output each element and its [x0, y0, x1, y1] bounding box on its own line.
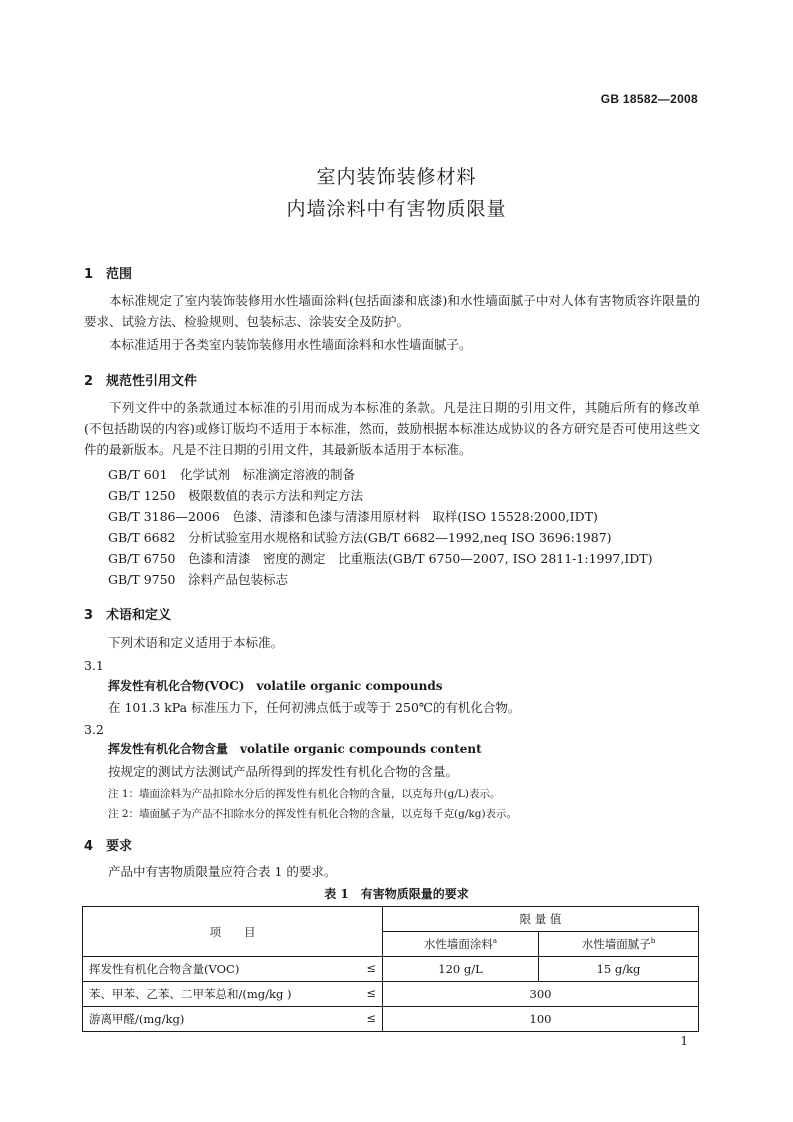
- section-2-paragraph-1: 下列文件中的条款通过本标准的引用而成为本标准的条款。凡是注日期的引用文件，其随后所有的修改单(不包括勘误的内容)或修订版均不适用于本标准，然而，鼓励根据本标准达成协议的各方研究是否可使用这些文件的最新版本。凡是不注日期的引用文件，其最新版本适用于本标准。: [84, 400, 700, 457]
- row-item-text: 游离甲醛/(mg/kg): [89, 1012, 185, 1026]
- footnote-mark: a: [492, 937, 498, 946]
- section-2-heading: 2 规范性引用文件: [84, 374, 198, 389]
- row-value: 100: [383, 1007, 699, 1032]
- col-header-putty: [539, 932, 699, 957]
- term-3-2-number: 3.2: [84, 722, 104, 737]
- limit-header: 限 量 值: [383, 907, 699, 932]
- page-title-line2: 内墙涂料中有害物质限量: [286, 198, 507, 220]
- row-value: 15 g/kg: [539, 957, 699, 982]
- reference-item: GB/T 6750 色漆和清漆 密度的测定 比重瓶法(GB/T 6750—2007, ISO 2811-1:1997,IDT): [108, 551, 653, 566]
- reference-item: GB/T 6682 分析试验室用水规格和试验方法(GB/T 6682—1992,neq ISO 3696:1987): [108, 530, 612, 545]
- row-item: [83, 1007, 383, 1032]
- page-title-line1: 室内装饰装修材料: [316, 166, 477, 188]
- lte-symbol: ≤: [366, 986, 376, 1000]
- table-row: [83, 982, 699, 1007]
- limits-table: [82, 906, 699, 1032]
- row-item: [83, 982, 383, 1007]
- term-3-2-title: 挥发性有机化合物含量 volatile organic compounds content: [108, 742, 482, 756]
- standard-number: GB 18582—2008: [600, 92, 698, 106]
- col-header-coating-text: 水性墙面涂料: [423, 937, 493, 951]
- section-4-heading: 4 要求: [84, 839, 133, 854]
- col-header-coating: [383, 932, 539, 957]
- reference-item: GB/T 3186—2006 色漆、清漆和色漆与清漆用原材料 取样(ISO 15528:2000,IDT): [108, 509, 598, 524]
- table-row: [83, 1007, 699, 1032]
- note-1: 注 1：墙面涂料为产品扣除水分后的挥发性有机化合物的含量，以克每升(g/L)表示。: [108, 788, 501, 800]
- section-1-heading: 1 范围: [84, 267, 133, 282]
- note-2: 注 2：墙面腻子为产品不扣除水分的挥发性有机化合物的含量，以克每千克(g/kg)表示。: [108, 808, 518, 820]
- footnote-mark: b: [650, 937, 656, 946]
- row-value: 300: [383, 982, 699, 1007]
- col-header-putty-text: 水性墙面腻子: [581, 937, 651, 951]
- table-row: [83, 957, 699, 982]
- lte-symbol: ≤: [366, 961, 376, 975]
- page-number: 1: [680, 1034, 688, 1048]
- item-header: 项 目: [83, 907, 383, 957]
- reference-item: GB/T 601 化学试剂 标准滴定溶液的制备: [108, 467, 356, 482]
- term-3-1-number: 3.1: [84, 658, 104, 673]
- lte-symbol: ≤: [366, 1011, 376, 1025]
- term-3-1-title: 挥发性有机化合物(VOC) volatile organic compounds: [108, 679, 443, 693]
- row-item-text: 苯、甲苯、乙苯、二甲苯总和/(mg/kg ): [89, 987, 292, 1001]
- section-3-paragraph-1: 下列术语和定义适用于本标准。: [108, 635, 284, 650]
- row-item: [83, 957, 383, 982]
- section-1-paragraph-2: 本标准适用于各类室内装饰装修用水性墙面涂料和水性墙面腻子。: [109, 337, 472, 352]
- reference-item: GB/T 1250 极限数值的表示方法和判定方法: [108, 488, 364, 503]
- table-caption: 表 1 有害物质限量的要求: [324, 887, 469, 901]
- row-value: 120 g/L: [383, 957, 539, 982]
- section-1-paragraph-1: 本标准规定了室内装饰装修用水性墙面涂料(包括面漆和底漆)和水性墙面腻子中对人体有害物质容许限量的要求、试验方法、检验规则、包装标志、涂装安全及防护。: [84, 293, 700, 329]
- section-4-paragraph-1: 产品中有害物质限量应符合表 1 的要求。: [108, 864, 337, 879]
- row-item-text: 挥发性有机化合物含量(VOC): [89, 962, 240, 976]
- term-3-2-definition: 按规定的测试方法测试产品所得到的挥发性有机化合物的含量。: [108, 764, 459, 779]
- section-3-heading: 3 术语和定义: [84, 608, 172, 623]
- term-3-1-definition: 在 101.3 kPa 标准压力下，任何初沸点低于或等于 250℃的有机化合物。: [108, 700, 521, 715]
- reference-item: GB/T 9750 涂料产品包装标志: [108, 572, 289, 587]
